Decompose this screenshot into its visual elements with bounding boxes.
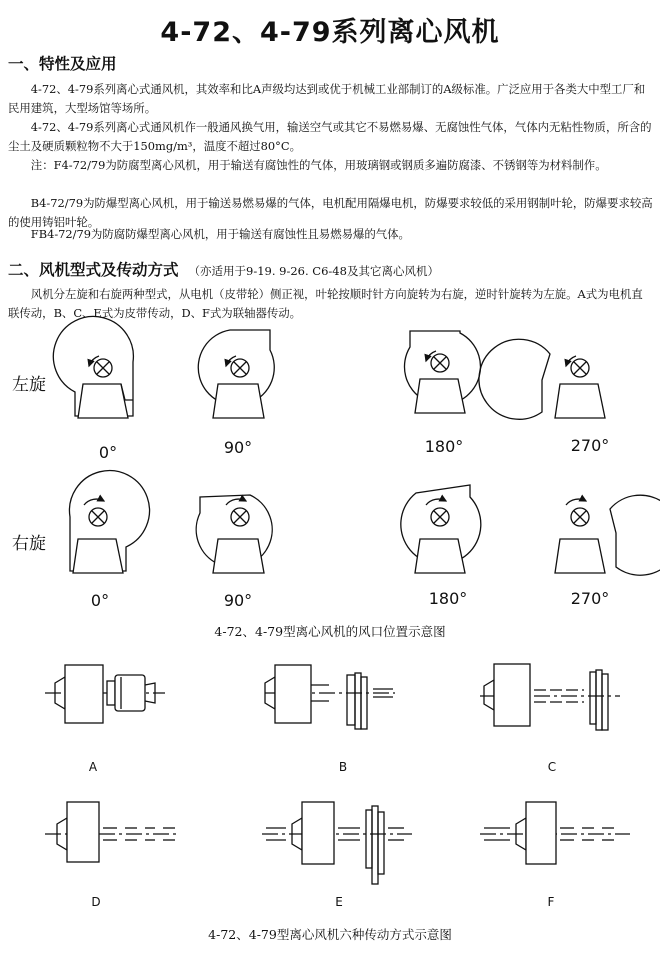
fan-right-270 [555,495,660,575]
angle-left-0: 0° [98,443,118,462]
drive-c [480,664,620,730]
section-1-paragraph-1: 4-72、4-79系列离心式通风机，其效率和比A声级均达到或优于机械工业部制订的A级标准。广泛应用于各类大中型工厂和民用建筑，大型场馆等场所。 [8,82,646,115]
fan-left-90 [198,330,274,418]
section-2-paragraph: 风机分左旋和右旋两种型式，从电机（皮带轮）侧正视，叶轮按顺时针方向旋转为右旋，逆时针旋转为左旋。A式为电机直联传动，B、C、E式为皮带传动，D、F式为联轴器传动。 [8,287,643,320]
rotation-figure-caption: 4-72、4-79型离心风机的风口位置示意图 [214,624,446,639]
drive-label-e: E [335,895,343,909]
angle-left-90: 90° [223,438,253,457]
drive-a [45,665,165,723]
section-1-paragraph-2: 4-72、4-79系列离心式通风机作一般通风换气用，输送空气或其它不易燃易爆、无腐蚀性气体，气体内无粘性物质，所含的尘土及硬质颗粒物不大于150mg/m³，温度不超过80°C。 [8,120,652,153]
angle-left-270: 270° [570,436,610,455]
drive-d [45,802,180,862]
angle-right-270: 270° [570,589,610,608]
drive-b [265,665,395,729]
angle-left-180: 180° [424,437,464,456]
drive-label-b: B [338,760,348,774]
fan-right-180 [401,485,481,573]
section-1-paragraph-4: B4-72/79为防爆型离心风机，用于输送易燃易爆的气体，电机配用隔爆电机，防爆要求较低的采用钢制叶轮，防爆要求较高的使用铸铝叶轮。 [8,196,653,229]
row-label-right: 右旋 [12,534,46,554]
fan-left-270 [479,339,605,419]
page-title: 4-72、4-79系列离心风机 [160,17,500,48]
section-1-paragraph-3: 注：F4-72/79为防腐型离心风机，用于输送有腐蚀性的气体，用玻璃钢或钢质多遍防腐漆、不锈钢等为材料制作。 [30,158,607,172]
fan-right-90 [196,495,272,573]
drive-e [262,802,412,884]
row-label-left: 左旋 [12,375,46,395]
drive-label-d: D [91,895,101,909]
drive-label-a: A [88,760,98,774]
angle-right-90: 90° [223,591,253,610]
drive-figure-caption: 4-72、4-79型离心风机六种传动方式示意图 [208,927,452,942]
angle-right-0: 0° [90,591,110,610]
drive-f [480,802,630,864]
section-1-heading: 一、特性及应用 [8,55,117,73]
angle-right-180: 180° [428,589,468,608]
section-2-heading-text: 二、风机型式及传动方式 [8,261,179,279]
section-2-subheading: （亦适用于9-19. 9-26. C6-48及其它离心风机） [188,264,439,278]
drive-label-c: C [547,760,557,774]
section-1-paragraph-5: FB4-72/79为防腐防爆型离心风机，用于输送有腐蚀性且易燃易爆的气体。 [30,227,410,241]
drive-label-f: F [547,895,555,909]
fan-left-0 [53,316,133,418]
fan-left-180 [404,331,480,413]
fan-right-0 [69,471,149,573]
